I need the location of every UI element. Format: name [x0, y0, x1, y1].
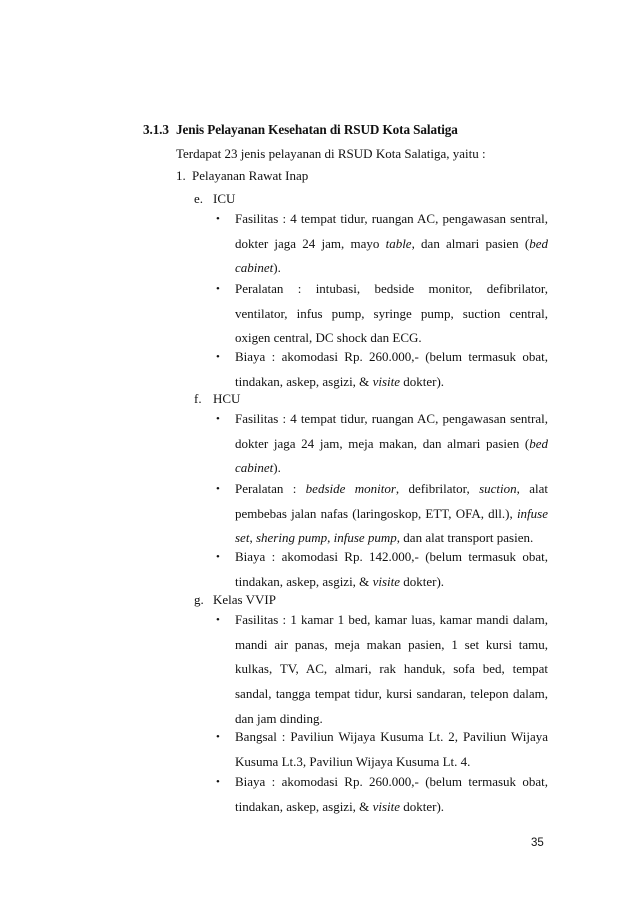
bullet-text: Biaya : akomodasi Rp. 260.000,- (belum termasuk obat, tindakan, askep, asgizi, & visite dokter).: [235, 349, 548, 389]
subsection-hcu: [194, 391, 240, 407]
bullet-icon: •: [216, 413, 220, 425]
bullet-item: [216, 207, 548, 281]
bullet-item: [216, 345, 548, 394]
list-item-rawat-inap: [176, 168, 308, 184]
bullet-icon: •: [216, 776, 220, 788]
page-number: 35: [531, 837, 544, 849]
subsection-label: HCU: [213, 391, 241, 406]
section-title: Jenis Pelayanan Kesehatan di RSUD Kota Salatiga: [176, 122, 458, 137]
section-heading: [143, 122, 458, 138]
bullet-item: [216, 545, 548, 594]
bullet-text: Peralatan : intubasi, bedside monitor, defibrilator, ventilator, infus pump, syringe pump, suction central, oxigen central, DC shock dan ECG.: [235, 281, 548, 346]
bullet-item: [216, 608, 548, 732]
bullet-icon: •: [216, 731, 220, 743]
bullet-text: Fasilitas : 1 kamar 1 bed, kamar luas, kamar mandi dalam, mandi air panas, meja makan pasien, 1 set kursi tamu, kulkas, TV, AC, almari, rak handuk, sofa bed, tempat sandal, tangga tempat tidur, kursi sandaran, telepon dalam, dan jam dinding.: [235, 612, 548, 726]
subsection-marker: g.: [194, 592, 204, 607]
bullet-icon: •: [216, 483, 220, 495]
intro-paragraph: Terdapat 23 jenis pelayanan di RSUD Kota Salatiga, yaitu :: [176, 146, 486, 161]
subsection-label: Kelas VVIP: [213, 592, 276, 607]
list-marker: 1.: [176, 168, 186, 183]
subsection-marker: e.: [194, 191, 204, 206]
bullet-item: [216, 770, 548, 819]
bullet-icon: •: [216, 614, 220, 626]
bullet-icon: •: [216, 283, 220, 295]
subsection-kelas-vvip: [194, 592, 276, 608]
subsection-icu: [194, 191, 235, 207]
bullet-item: [216, 407, 548, 481]
bullet-text: Fasilitas : 4 tempat tidur, ruangan AC, pengawasan sentral, dokter jaga 24 jam, meja makan, dan almari pasien (bed cabinet).: [235, 411, 548, 476]
subsection-marker: f.: [194, 391, 202, 406]
list-label: Pelayanan Rawat Inap: [192, 168, 309, 183]
bullet-text: Biaya : akomodasi Rp. 142.000,- (belum termasuk obat, tindakan, askep, asgizi, & visite dokter).: [235, 549, 548, 589]
bullet-item: [216, 277, 548, 351]
bullet-item: [216, 725, 548, 774]
bullet-text: Peralatan : bedside monitor, defibrilator, suction, alat pembebas jalan nafas (laringoskop, ETT, OFA, dll.), infuse set, shering pump, infuse pump, dan alat transport pasien.: [235, 481, 548, 546]
bullet-item: [216, 477, 548, 551]
bullet-icon: •: [216, 351, 220, 363]
bullet-text: Fasilitas : 4 tempat tidur, ruangan AC, pengawasan sentral, dokter jaga 24 jam, mayo table, dan almari pasien (bed cabinet).: [235, 211, 548, 276]
section-number: 3.1.3: [143, 122, 169, 137]
bullet-icon: •: [216, 213, 220, 225]
bullet-text: Biaya : akomodasi Rp. 260.000,- (belum termasuk obat, tindakan, askep, asgizi, & visite dokter).: [235, 774, 548, 814]
bullet-text: Bangsal : Paviliun Wijaya Kusuma Lt. 2, Paviliun Wijaya Kusuma Lt.3, Paviliun Wijaya Kusuma Lt. 4.: [235, 729, 548, 769]
bullet-icon: •: [216, 551, 220, 563]
subsection-label: ICU: [213, 191, 236, 206]
